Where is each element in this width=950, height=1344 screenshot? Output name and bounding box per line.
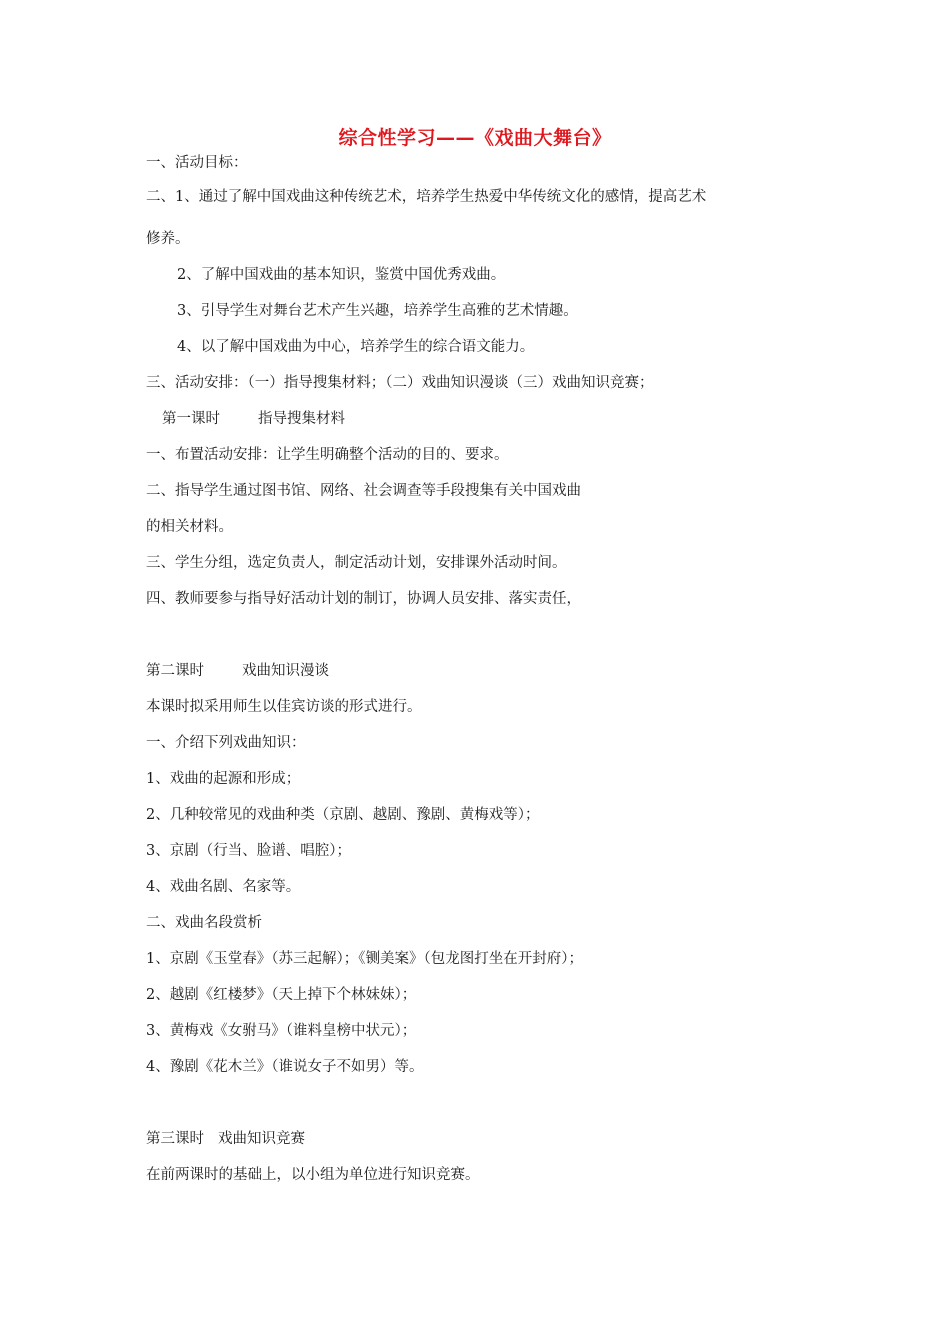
document-title: 综合性学习——《戏曲大舞台》: [338, 127, 612, 149]
section-arrangement: 三、活动安排：（一）指导搜集材料；（二）戏曲知识漫谈（三）戏曲知识竞赛；: [146, 375, 654, 391]
lesson-2-topic: 戏曲知识漫谈: [242, 663, 329, 679]
lesson-1-topic: 指导搜集材料: [258, 411, 345, 427]
lesson-1-label: 第一课时: [162, 411, 220, 427]
goal-4: 4、以了解中国戏曲为中心，培养学生的综合语文能力。: [177, 339, 535, 355]
lesson-3-topic: 戏曲知识竞赛: [218, 1131, 305, 1147]
knowledge-item-2: 2、几种较常见的戏曲种类（京剧、越剧、豫剧、黄梅戏等）；: [146, 807, 540, 823]
excerpt-item-2: 2、越剧《红楼梦》（天上掉下个林妹妹）；: [146, 987, 417, 1003]
excerpt-item-3: 3、黄梅戏《女驸马》（谁料皇榜中状元）；: [146, 1023, 417, 1039]
lesson-1-heading: [162, 408, 345, 430]
lesson-2-section-2: 二、戏曲名段赏析: [146, 915, 262, 931]
goal-3: 3、引导学生对舞台艺术产生兴趣，培养学生高雅的艺术情趣。: [177, 303, 578, 319]
section-goals-heading: 一、活动目标：: [146, 155, 248, 171]
lesson-2-intro: 本课时拟采用师生以佳宾访谈的形式进行。: [146, 699, 422, 715]
lesson-2-section-1: 一、介绍下列戏曲知识：: [146, 735, 306, 751]
lesson-1-item-2-continuation: 的相关材料。: [146, 519, 233, 535]
goal-1-continuation: 修养。: [146, 231, 190, 247]
lesson-2-heading: [146, 660, 329, 682]
excerpt-item-1: 1、京剧《玉堂春》（苏三起解）；《铡美案》（包龙图打坐在开封府）；: [146, 951, 583, 967]
lesson-3-description: 在前两课时的基础上，以小组为单位进行知识竞赛。: [146, 1167, 480, 1183]
lesson-1-item-1: 一、布置活动安排：让学生明确整个活动的目的、要求。: [146, 447, 509, 463]
lesson-1-item-2: 二、指导学生通过图书馆、网络、社会调查等手段搜集有关中国戏曲: [146, 483, 581, 499]
excerpt-item-4: 4、豫剧《花木兰》（谁说女子不如男）等。: [146, 1059, 424, 1075]
lesson-3-heading: [146, 1128, 305, 1150]
knowledge-item-1: 1、戏曲的起源和形成；: [146, 771, 301, 787]
goal-1-line: 二、1、通过了解中国戏曲这种传统艺术，培养学生热爱中华传统文化的感情，提高艺术: [146, 189, 707, 205]
lesson-2-label: 第二课时: [146, 663, 204, 679]
knowledge-item-4: 4、戏曲名剧、名家等。: [146, 879, 301, 895]
goal-2: 2、了解中国戏曲的基本知识，鉴赏中国优秀戏曲。: [177, 267, 506, 283]
lesson-1-item-4: 四、教师要参与指导好活动计划的制订，协调人员安排、落实责任，: [146, 591, 581, 607]
lesson-1-item-3: 三、学生分组，选定负责人，制定活动计划，安排课外活动时间。: [146, 555, 567, 571]
knowledge-item-3: 3、京剧（行当、脸谱、唱腔）；: [146, 843, 351, 859]
lesson-3-label: 第三课时: [146, 1131, 204, 1147]
